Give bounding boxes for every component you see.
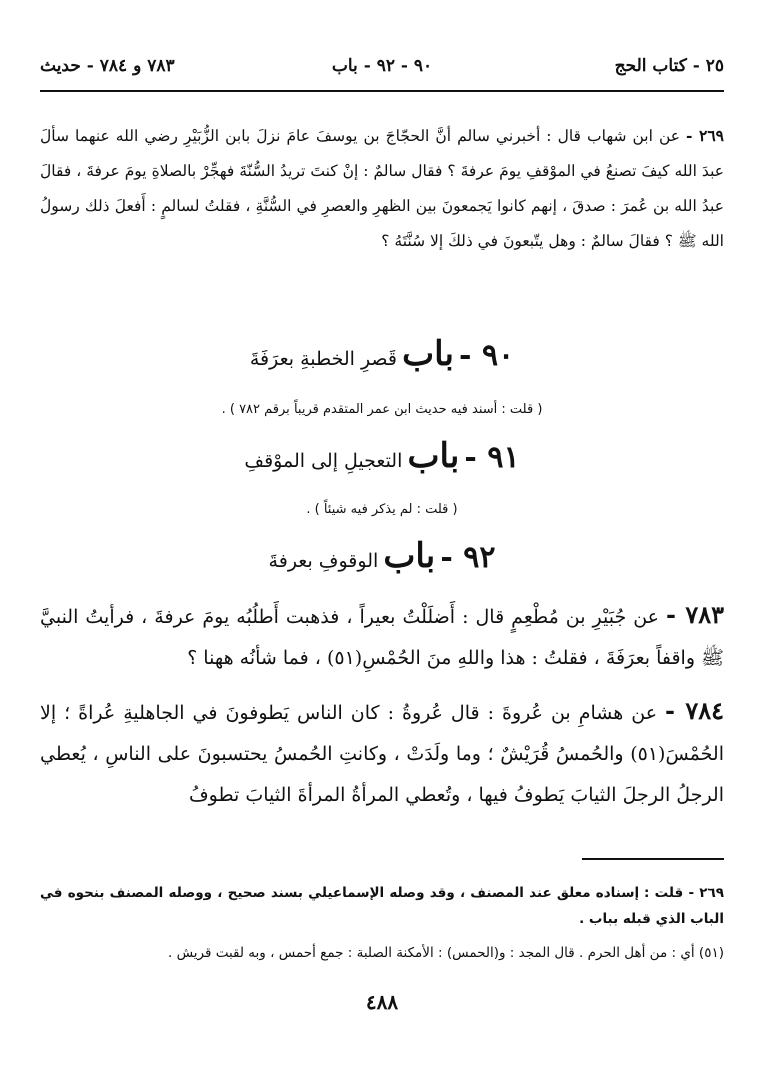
footnote-divider <box>582 858 724 860</box>
bab-91-title: التعجيلِ إلى الموْقفِ <box>244 450 403 472</box>
bab-90-number: ٩٠ - <box>459 338 515 373</box>
bab-91-note: ( قلت : لم يذكر فيه شيئاً ) . <box>306 502 458 517</box>
bab-90-title: قَصرِ الخطبةِ بعرَفَةَ <box>249 348 397 370</box>
bab-92-heading <box>40 536 724 576</box>
hadith-783-paragraph <box>40 594 724 679</box>
page-number: ٤٨٨ <box>365 990 399 1014</box>
hadith-269-paragraph <box>40 118 724 259</box>
footnote-269-number: ٢٦٩ - قلت : <box>643 885 724 901</box>
header-chapter-ref: ٢٥ - كتاب الحج <box>614 56 724 76</box>
hadith-269-text: عن ابن شهاب قال : أخبرني سالم أنَّ الحجّاجَ بن يوسفَ عامَ نزلَ بابن الزُّبَيْرِ رضي الله عنهما سألَ عبدَ الله كيفَ تصنعُ في الموْقفِ يومَ عرفةَ ؟ فقال سالمٌ : إنْ كنتَ تريدُ السُّنّةَ فهجِّرْ بالصلاةِ يومَ عرفةَ ، فقالَ عبدُ الله بن عُمرَ : صدقَ ، إنهم كانوا يَجمعونَ بين الظهرِ والعصرِ في السُّنَّةِ ، فقلتُ لسالمٍ : أَفعلَ ذلك رسولُ الله ﷺ ؟ فقالَ سالمٌ : وهل يتّبعونَ في ذلكَ إلا سُنَّتَهُ ؟ <box>40 127 724 250</box>
bab-92-number: ٩٢ - <box>440 540 496 575</box>
footnote-269-text: إسناده معلق عند المصنف ، وقد وصله الإسماعيلي بسند صحيح ، ووصله المصنف بنحوه في الباب الذي قبله بباب . <box>40 885 724 927</box>
bab-90-note: ( قلت : أسند فيه حديث ابن عمر المتقدم قريباً برقم ٧٨٢ ) . <box>221 402 543 417</box>
bab-92-title: الوقوفِ بعرفةَ <box>268 550 379 572</box>
bab-92-word: باب <box>383 536 436 576</box>
hadith-784-number: ٧٨٤ - <box>665 696 724 725</box>
footnote-51: (٥١) أي : من أهل الحرم . قال المجد : و(الحمس) : الأمكنة الصلبة : جمع أحمس ، وبه لقبت قريش . <box>167 945 724 961</box>
footnote-269 <box>40 880 724 932</box>
hadith-269-number: ٢٦٩ - <box>686 126 724 145</box>
hadith-784-paragraph <box>40 690 724 816</box>
hadith-783-number: ٧٨٣ - <box>666 600 724 629</box>
bab-90-heading <box>40 334 724 374</box>
running-header <box>40 52 724 88</box>
hadith-783-text: عن جُبَيْرِ بن مُطْعِمٍ قال : أَضلَلْتُ بعيراً ، فذهبت أَطلُبُه يومَ عرفةَ ، فرأيتُ النبيَّ ﷺ واقفاً بعرَفَةَ ، فقلتُ : هذا واللهِ منَ الحُمْسِ(٥١) ، فما شأنُه ههنا ؟ <box>40 606 724 669</box>
book-page <box>40 0 724 1084</box>
bab-90-word: باب <box>402 334 454 374</box>
header-babs-ref: ٩٠ - ٩٢ - باب <box>331 56 433 76</box>
header-hadith-ref: ٧٨٣ و ٧٨٤ - حديث <box>40 56 175 76</box>
header-divider <box>40 90 724 92</box>
bab-91-number: ٩١ - <box>464 440 520 475</box>
hadith-784-text: عن هشامِ بن عُروةَ : قال عُروةُ : كان الناس يَطوفونَ في الجاهليةِ عُراةً ؛ إلا الحُمْسَ(٥١) والحُمسُ قُرَيْشٌ ؛ وما ولَدَتْ ، وكانتِ الحُمسُ يحتسبونَ على الناسِ ، يُعطي الرجلُ الرجلَ الثيابَ يَطوفُ فيها ، وتُعطي المرأةُ المرأةَ الثيابَ تطوفُ <box>40 702 724 806</box>
bab-91-heading <box>40 436 724 476</box>
bab-91-word: باب <box>407 436 460 476</box>
